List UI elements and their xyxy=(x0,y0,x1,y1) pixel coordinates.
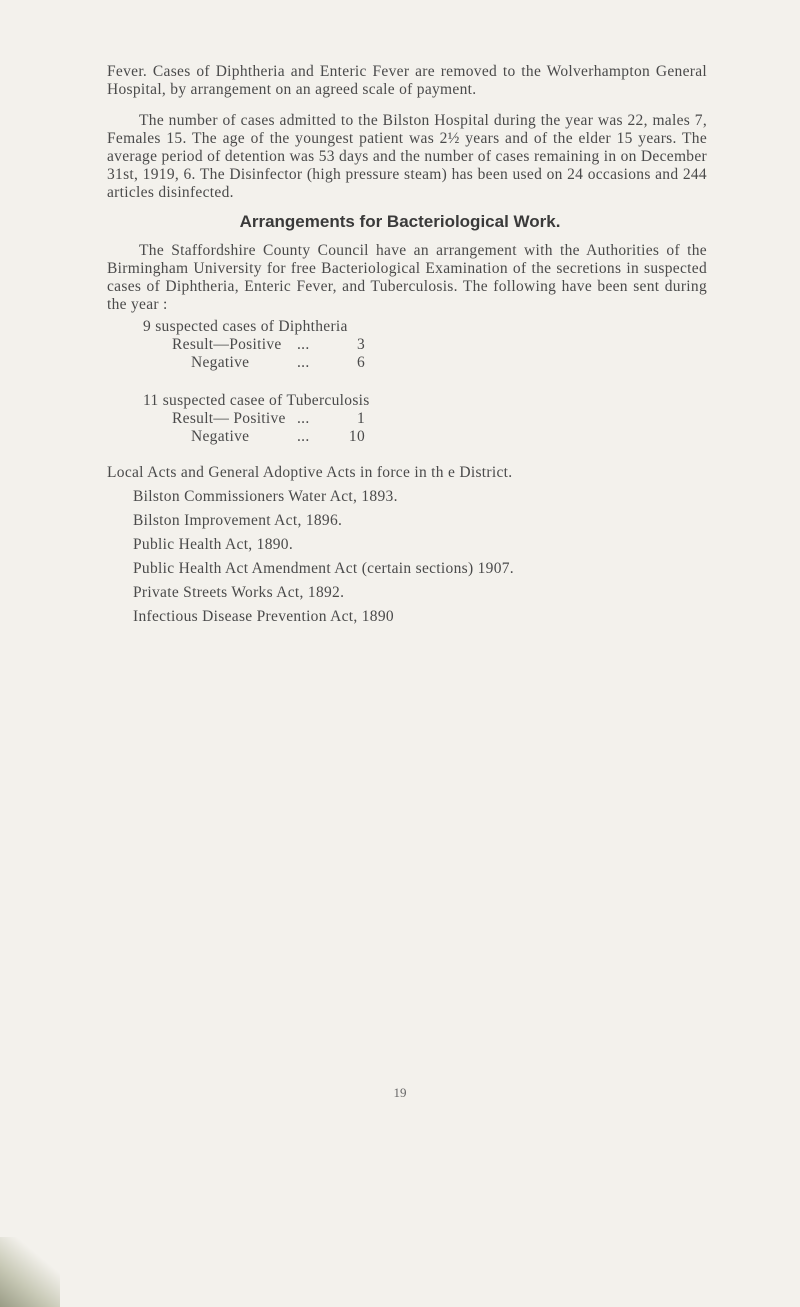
paper-stain xyxy=(0,1237,60,1307)
act-item: Infectious Disease Prevention Act, 1890 xyxy=(133,608,394,625)
examination-results xyxy=(143,318,370,466)
diphtheria-positive-row xyxy=(143,336,370,354)
act-item: Bilston Commissioners Water Act, 1893. xyxy=(133,488,398,505)
admissions-paragraph: The number of cases admitted to the Bilston Hospital during the year was 22, males 7, Females 15. The age of the youngest patient was 2½ years and of the elder 15 years. The average period of detention was 53 days and the number of cases remaining in on December 31st, 1919, 6. The Disinfector (high pressure steam) has been used on 24 occasions and 244 articles disinfected. xyxy=(107,112,707,201)
diphtheria-results xyxy=(143,318,370,372)
tuberculosis-negative-row xyxy=(143,428,370,446)
act-item: Private Streets Works Act, 1892. xyxy=(133,584,345,601)
acts-list xyxy=(107,462,514,630)
acts-heading: Local Acts and General Adoptive Acts in force in th e District. xyxy=(107,464,513,481)
positive-label: Result—Positive xyxy=(172,336,282,353)
page-number: 19 xyxy=(393,1085,407,1100)
arrangements-paragraph: The Staffordshire County Council have an arrangement with the Authorities of the Birmingham University for free Bacteriological Examination of the secretions in suspected cases of Diphtheria, Enteric Fever, and Tuberculosis. The following have been sent during the year : xyxy=(107,242,707,313)
act-item: Public Health Act Amendment Act (certain sections) 1907. xyxy=(133,560,514,577)
tuberculosis-results xyxy=(143,392,370,446)
negative-count: 10 xyxy=(348,428,365,445)
positive-count: 3 xyxy=(356,336,365,353)
positive-count: 1 xyxy=(356,410,365,427)
leader-dots: ... xyxy=(297,336,310,353)
negative-count: 6 xyxy=(356,354,365,371)
positive-label: Result— Positive xyxy=(172,410,286,427)
negative-label: Negative xyxy=(191,354,250,371)
diphtheria-negative-row xyxy=(143,354,370,372)
fever-paragraph: Fever. Cases of Diphtheria and Enteric Fever are removed to the Wolverhampton General Hospital, by arrangement on an agreed scale of payment. xyxy=(107,63,707,98)
negative-label: Negative xyxy=(191,428,250,445)
leader-dots: ... xyxy=(297,354,310,371)
act-item: Bilston Improvement Act, 1896. xyxy=(133,512,343,529)
leader-dots: ... xyxy=(297,428,310,445)
act-item: Public Health Act, 1890. xyxy=(133,536,294,553)
tuberculosis-positive-row xyxy=(143,410,370,428)
diphtheria-title: 9 suspected cases of Diphtheria xyxy=(143,318,348,335)
section-heading: Arrangements for Bacteriological Work. xyxy=(239,212,561,231)
leader-dots: ... xyxy=(297,410,310,427)
tuberculosis-title: 11 suspected casee of Tuberculosis xyxy=(143,392,370,409)
